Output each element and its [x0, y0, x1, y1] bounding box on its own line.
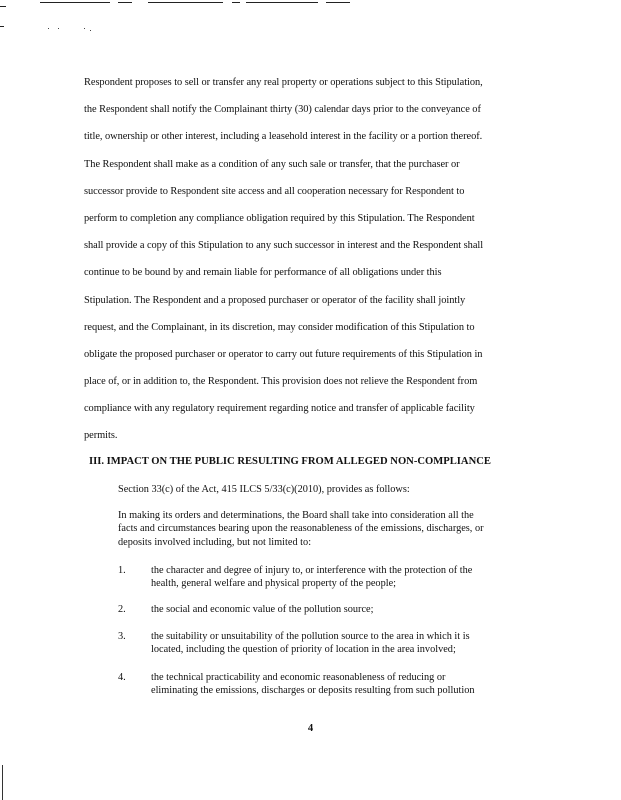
- paragraph-line: place of, or in addition to, the Respondent. This provision does not relieve the Respondent from: [84, 376, 478, 388]
- paragraph-line: permits.: [84, 430, 118, 442]
- scan-artifact-left-mark: [0, 26, 4, 27]
- scan-artifact-dot: [48, 28, 49, 29]
- list-item-text: [151, 630, 470, 657]
- scan-artifact-top-line: [232, 2, 240, 3]
- paragraph-line: The Respondent shall make as a condition of any such sale or transfer, that the purchaser or: [84, 158, 460, 170]
- paragraph-line: continue to be bound by and remain liable for performance of all obligations under this: [84, 267, 442, 279]
- paragraph-line: compliance with any regulatory requirement regarding notice and transfer of applicable facility: [84, 403, 475, 415]
- scan-artifact-top-line: [326, 2, 350, 3]
- paragraph-line: obligate the proposed purchaser or operator to carry out future requirements of this Stipulation in: [84, 348, 483, 360]
- quote-line: deposits involved including, but not limited to:: [118, 536, 312, 548]
- scan-artifact-dot: [90, 30, 91, 31]
- list-item-number: 4.: [118, 672, 126, 683]
- scan-artifact-top-line: [118, 2, 132, 3]
- list-item-text: [151, 564, 472, 591]
- list-item-number: 3.: [118, 631, 126, 642]
- paragraph-line: shall provide a copy of this Stipulation to any such successor in interest and the Respondent shall: [84, 240, 484, 252]
- list-item-line: health, general welfare and physical property of the people;: [151, 578, 397, 590]
- list-item-line: the character and degree of injury to, or interference with the protection of the: [151, 565, 473, 576]
- list-item-text: [151, 603, 373, 616]
- list-item-text: [151, 671, 475, 698]
- body-paragraph: [84, 69, 544, 450]
- list-item-number: 2.: [118, 604, 126, 615]
- paragraph-line: Respondent proposes to sell or transfer any real property or operations subject to this Stipulation,: [84, 77, 483, 88]
- scan-artifact-dot: [84, 28, 85, 29]
- quote-line: In making its orders and determinations, the Board shall take into consideration all the: [118, 510, 474, 521]
- list-item-line: the social and economic value of the pollution source;: [151, 604, 374, 615]
- scan-artifact-left-edge: [2, 765, 3, 800]
- list-item-line: located, including the question of priority of location in the area involved;: [151, 644, 456, 656]
- list-item-line: the technical practicability and economic reasonableness of reducing or: [151, 672, 446, 683]
- page-number: 4: [307, 723, 314, 734]
- paragraph-line: successor provide to Respondent site access and all cooperation necessary for Respondent to: [84, 185, 465, 197]
- section-heading: III. IMPACT ON THE PUBLIC RESULTING FROM ALLEGED NON-COMPLIANCE: [89, 456, 491, 467]
- list-item-line: the suitability or unsuitability of the pollution source to the area in which it is: [151, 631, 470, 642]
- paragraph-line: Stipulation. The Respondent and a proposed purchaser or operator of the facility shall jointly: [84, 294, 466, 306]
- list-item-number: 1.: [118, 565, 126, 576]
- paragraph-line: perform to completion any compliance obligation required by this Stipulation. The Respondent: [84, 212, 475, 224]
- list-item-line: eliminating the emissions, discharges or deposits resulting from such pollution: [151, 685, 475, 697]
- scan-artifact-top-line: [40, 2, 110, 3]
- scan-artifact-dot: [58, 28, 59, 29]
- scan-artifact-left-mark: [0, 6, 6, 7]
- statute-quote: [118, 509, 538, 549]
- paragraph-line: title, ownership or other interest, including a leasehold interest in the facility or a portion thereof.: [84, 131, 483, 143]
- scan-artifact-top-line: [148, 2, 223, 3]
- paragraph-line: the Respondent shall notify the Complainant thirty (30) calendar days prior to the conveyance of: [84, 104, 481, 116]
- scan-artifact-top-line: [246, 2, 318, 3]
- statute-intro: Section 33(c) of the Act, 415 ILCS 5/33(c)(2010), provides as follows:: [118, 484, 410, 495]
- paragraph-line: request, and the Complainant, in its discretion, may consider modification of this Stipulation to: [84, 321, 475, 333]
- quote-line: facts and circumstances bearing upon the reasonableness of the emissions, discharges, or: [118, 523, 484, 535]
